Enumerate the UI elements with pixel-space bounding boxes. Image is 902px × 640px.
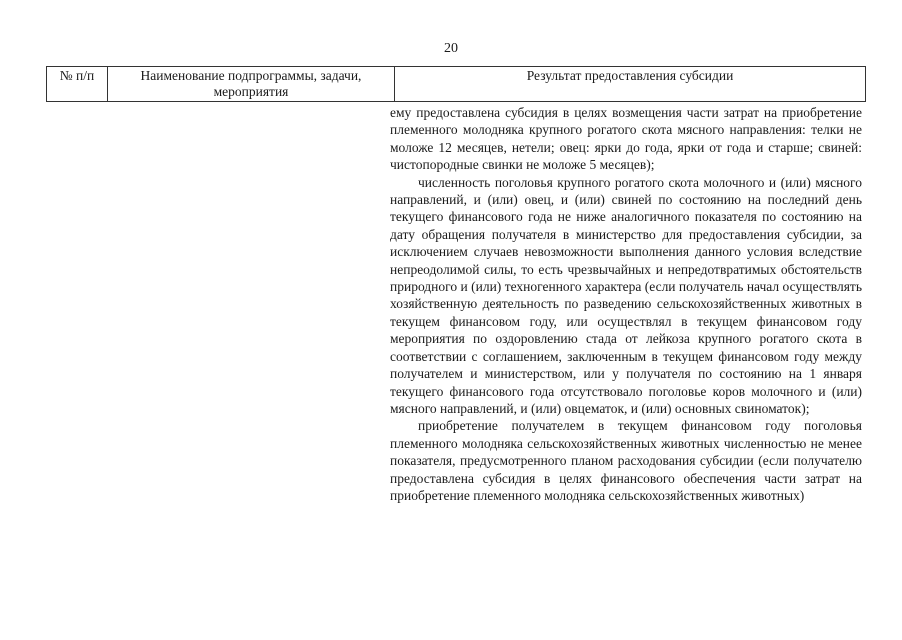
paragraph-continuation: ему предоставлена субсидия в целях возмещения части затрат на приобретение племенного молодняка крупного рогатого скота мясного направления: телки не моложе 12 месяцев, нетели; овец: ярки до года, ярки от года и старше; свиней: чистопородные свинки не моложе 5 месяцев); xyxy=(390,105,862,173)
table-header xyxy=(46,66,866,102)
column-header-name: Наименование подпрограммы, задачи, мероприятия xyxy=(108,67,395,102)
result-text-block xyxy=(390,104,862,504)
paragraph-breeding-acquisition: приобретение получателем в текущем финансовом году поголовья племенного молодняка сельскохозяйственных животных численностью не менее показателя, предусмотренного планом расходования субсидии (если получателю предоставлена субсидия в целях финансового обеспечения части затрат на приобретение племенного молодняка сельскохозяйственных животных) xyxy=(390,418,862,503)
column-header-number: № п/п xyxy=(47,67,108,102)
paragraph-livestock-numbers: численность поголовья крупного рогатого скота молочного и (или) мясного направлений, и (или) овец, и (или) свиней по состоянию на последний день текущего финансового года не ниже аналогичного показателя по состоянию на дату обращения получателя в министерство для предоставления субсидии, за исключением случаев невозможности выполнения данного условия вследствие непреодолимой силы, то есть чрезвычайных и непредотвратимых обстоятельств природного и (или) техногенного характера (если получатель начал осуществлять хозяйственную деятельность по разведению сельскохозяйственных животных в текущем финансовом году, или осуществлял в текущем финансовом году мероприятия по оздоровлению стада от лейкоза крупного рогатого скота в соответствии с соглашением, заключенным в текущем финансовом году между получателем и министерством, или у получателя по состоянию на 1 января текущего финансового года отсутствовало поголовье коров молочного и (или) мясного направлений, и (или) овцематок, и (или) основных свиноматок); xyxy=(390,174,862,416)
table-header-row xyxy=(47,67,866,102)
page-number: 20 xyxy=(444,41,458,56)
column-header-result: Результат предоставления субсидии xyxy=(395,67,866,102)
